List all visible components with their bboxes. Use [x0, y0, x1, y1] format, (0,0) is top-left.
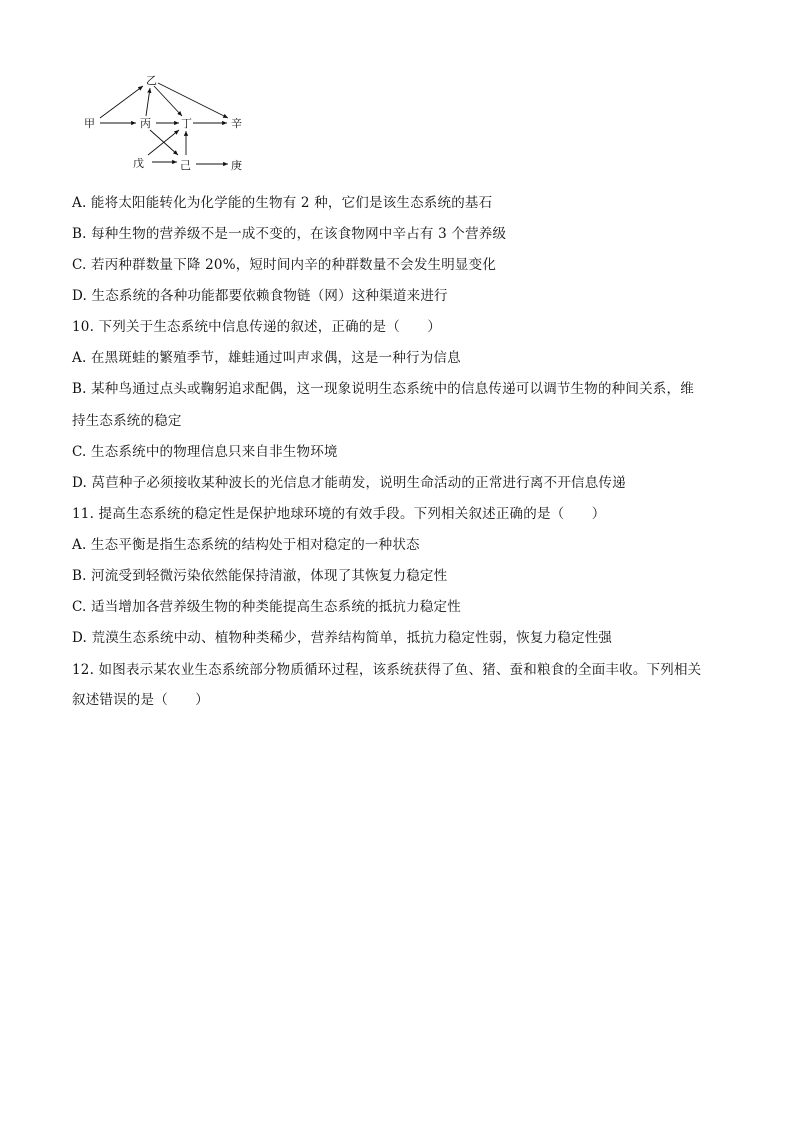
q10-option-a: A. 在黑斑蛙的繁殖季节，雄蛙通过叫声求偶，这是一种行为信息: [72, 350, 461, 366]
node-wu: 戊: [133, 157, 144, 170]
q11-option-d: D. 荒漠生态系统中动、植物种类稀少，营养结构简单，抵抗力稳定性弱，恢复力稳定性强: [72, 630, 613, 646]
q10-stem: 10. 下列关于生态系统中信息传递的叙述，正确的是（ ）: [72, 319, 442, 335]
node-xin: 辛: [231, 117, 242, 130]
q11-option-a: A. 生态平衡是指生态系统的结构处于相对稳定的一种状态: [72, 537, 420, 553]
q10-option-d: D. 莴苣种子必须接收某种波长的光信息才能萌发，说明生命活动的正常进行离不开信息传递: [72, 475, 626, 491]
node-bing: 丙: [140, 117, 151, 130]
node-ji: 己: [180, 159, 191, 172]
q12-stem-cont: 叙述错误的是（ ）: [72, 692, 209, 708]
q10-option-b-cont: 持生态系统的稳定: [72, 413, 182, 429]
q9-option-d: D. 生态系统的各种功能都要依赖食物链（网）这种渠道来进行: [72, 288, 448, 304]
q9-option-c: C. 若丙种群数量下降 20%，短时间内辛的种群数量不会发生明显变化: [72, 257, 497, 273]
q11-stem: 11. 提高生态系统的稳定性是保护地球环境的有效手段。下列相关叙述正确的是（ ）: [72, 506, 606, 522]
arrow-yi-xin: [158, 83, 228, 118]
arrow-jia-yi: [100, 86, 143, 118]
q9-option-b: B. 每种生物的营养级不是一成不变的，在该食物网中辛占有 3 个营养级: [72, 226, 507, 242]
q10-option-b: B. 某种鸟通过点头或鞠躬追求配偶，这一现象说明生态系统中的信息传递可以调节生物的种间关系，维: [72, 381, 694, 397]
arrow-yi-ding: [154, 86, 182, 116]
q12-stem: 12. 如图表示某农业生态系统部分物质循环过程，该系统获得了鱼、猪、蚕和粮食的全面丰收。下列相关: [72, 662, 702, 678]
q11-option-b: B. 河流受到轻微污染依然能保持清澈，体现了其恢复力稳定性: [72, 568, 448, 584]
food-web-diagram: [78, 70, 258, 180]
node-geng: 庚: [231, 159, 242, 172]
node-jia: 甲: [84, 117, 95, 130]
food-web-svg: [78, 70, 258, 180]
q11-option-c: C. 适当增加各营养级生物的种类能提高生态系统的抵抗力稳定性: [72, 599, 461, 615]
q9-option-a: A. 能将太阳能转化为化学能的生物有 2 种，它们是该生态系统的基石: [72, 195, 493, 211]
arrow-bing-yi: [146, 88, 150, 116]
node-ding: 丁: [181, 117, 192, 130]
node-yi: 乙: [146, 74, 157, 87]
q10-option-c: C. 生态系统中的物理信息只来自非生物环境: [72, 444, 338, 460]
